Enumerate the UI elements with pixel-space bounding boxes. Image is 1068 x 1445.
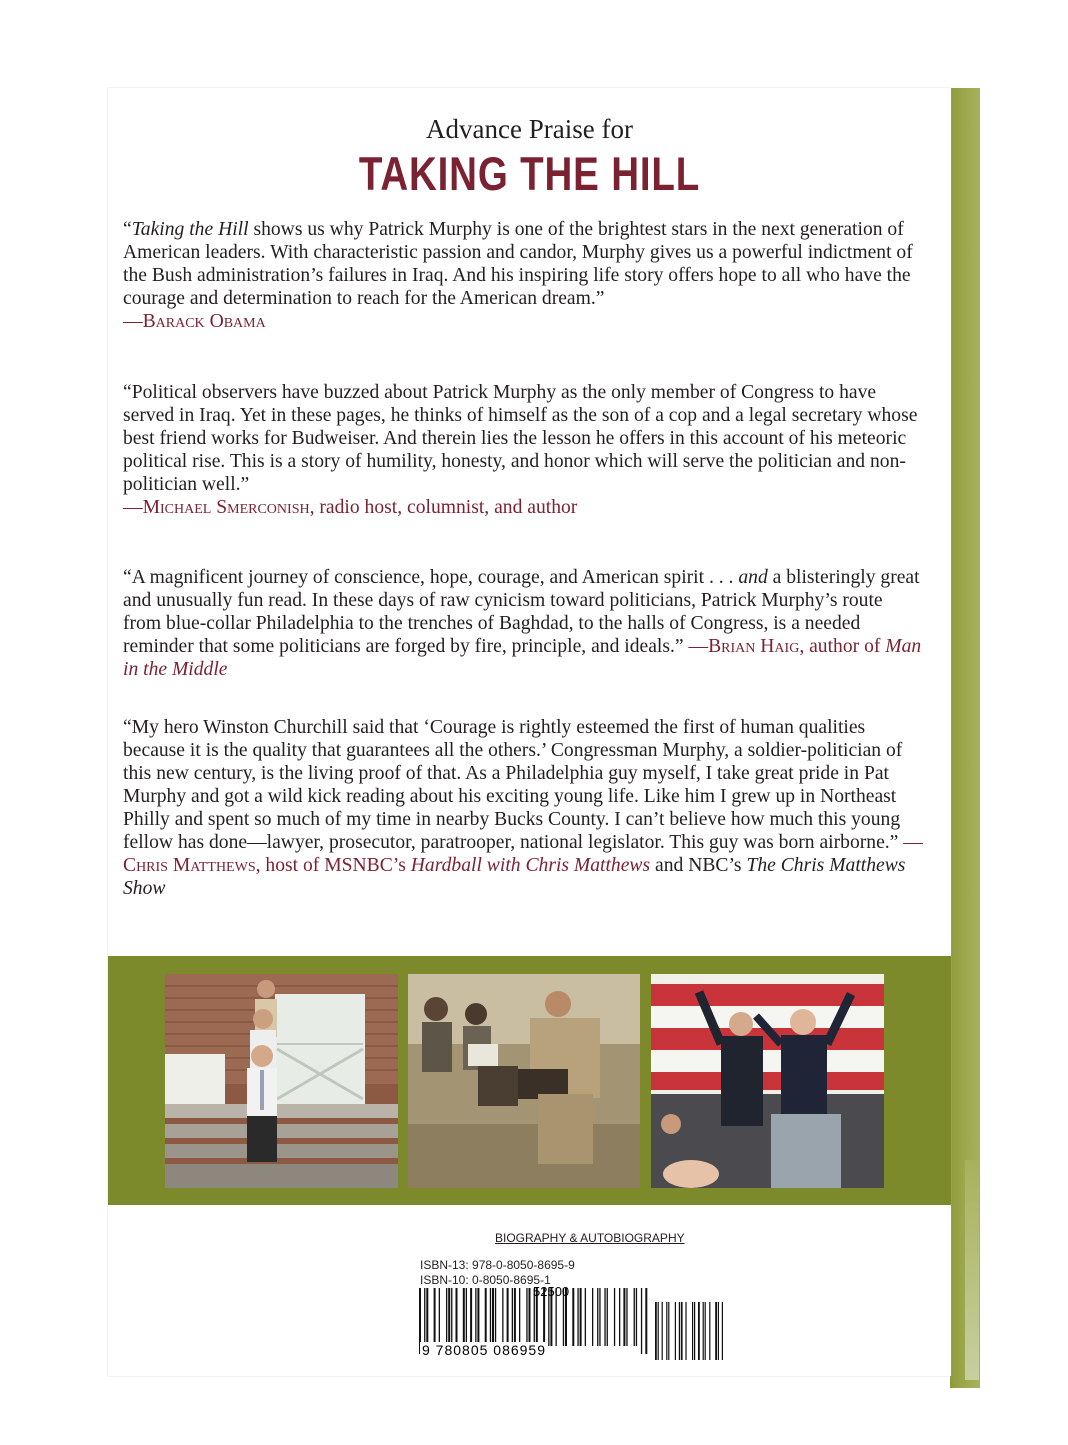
photo-children-on-steps — [165, 974, 398, 1188]
barcode-bar — [645, 1288, 647, 1354]
quote-3-text — [123, 566, 923, 681]
quote-4-attribution-rest-2: and NBC’s — [650, 855, 747, 876]
category-label: BIOGRAPHY & AUTOBIOGRAPHY — [495, 1231, 685, 1245]
barcode-bar — [636, 1288, 637, 1346]
price-barcode-bar — [703, 1302, 704, 1360]
price-barcode-bar — [722, 1302, 723, 1360]
quote-3-body-a: “A magnificent journey of conscience, hope, courage, and American spirit . . . — [123, 567, 739, 588]
quote-4-text — [123, 716, 923, 900]
price-barcode-bar — [668, 1302, 669, 1360]
barcode-bar — [597, 1288, 598, 1346]
price-code: 52500 — [533, 1284, 570, 1299]
quote-1-text — [123, 218, 923, 310]
barcode-bar — [492, 1288, 494, 1346]
barcode-bar — [485, 1288, 487, 1346]
price-barcode-bar — [655, 1302, 657, 1360]
quote-4-attribution-rest-1: , host of MSNBC’s — [255, 855, 411, 876]
quote-4-attribution-show-1: Hardball with Chris Matthews — [410, 855, 651, 876]
quote-1-attribution-name: —Barack Obama — [123, 311, 266, 332]
book-title: TAKING THE HILL — [358, 147, 701, 200]
barcode-bar — [572, 1288, 574, 1346]
spine-edge-bottom — [965, 1160, 979, 1380]
price-barcode-bar — [705, 1302, 706, 1360]
quote-4 — [123, 716, 923, 900]
barcode-bar — [626, 1288, 627, 1346]
barcode-bar — [592, 1288, 593, 1346]
quote-2-text: “Political observers have buzzed about Patrick Murphy as the only member of Congress to have served in Iraq. Yet in these pages, he thinks of himself as the son of a cop and a legal secretary whose best friend works for Budweiser. And therein lies the lesson he offers in this account of his meteoric political rise. This is a story of humility, honesty, and honor which will serve the politician and non-politician well.” — [123, 382, 918, 495]
quote-3-body-b: a blisteringly great and unusually fun read. In these days of raw cynicism toward politicians, Patrick Murphy’s route from blue-collar Philadelphia to the trenches of Baghdad, to the halls of Congress, is a needed reminder that some politicians are forged by fire, principle, and ideals.” — [123, 567, 920, 657]
barcode-bar — [495, 1288, 496, 1346]
barcode-bar — [490, 1288, 491, 1346]
barcode-bar — [446, 1288, 447, 1346]
quote-4-attribution-show-2: The Chris Matthews Show — [123, 855, 906, 899]
barcode-bar — [519, 1288, 520, 1346]
isbn-10: ISBN-10: 0-8050-8695-1 — [420, 1273, 551, 1287]
barcode-bar — [475, 1288, 476, 1346]
pre-title: Advance Praise for — [426, 114, 633, 144]
quote-3-attribution-book: Man in the Middle — [123, 636, 922, 680]
price-barcode-bar — [715, 1302, 717, 1360]
quote-1-book-title: Taking the Hill — [131, 219, 249, 240]
quote-1-body: shows us why Patrick Murphy is one of the brightest stars in the next generation of American leaders. With characteristic passion and candor, Murphy gives us a powerful indictment of the Bush administration’s failures in Iraq. And his inspiring life story offers hope to all who have the courage and determination to reach for the American dream.” — [123, 219, 913, 309]
price-barcode-bar — [698, 1302, 700, 1360]
quote-1-attribution — [123, 310, 923, 333]
price-barcode-bar — [681, 1302, 683, 1360]
barcode-bar — [619, 1288, 620, 1346]
barcode-bar — [426, 1288, 428, 1346]
barcode-bar — [512, 1288, 513, 1346]
barcode-bar — [604, 1288, 605, 1346]
barcode-bar — [634, 1288, 635, 1346]
barcode-bar — [456, 1288, 458, 1346]
back-cover — [108, 88, 951, 1376]
quote-3-italic: and — [738, 567, 768, 588]
barcode-bar — [448, 1288, 450, 1346]
barcode-bar — [641, 1288, 642, 1354]
photo-political-rally — [651, 974, 884, 1188]
barcode-number: 9 780805 086959 — [422, 1342, 546, 1358]
barcode-bar — [463, 1288, 465, 1346]
quote-4-attribution-name: —Chris Matthews — [123, 832, 923, 876]
barcode-bar — [614, 1288, 615, 1346]
quote-3 — [123, 566, 923, 681]
price-barcode-bar — [694, 1302, 695, 1360]
quote-1-open-mark: “ — [123, 219, 132, 240]
barcode-bar — [477, 1288, 479, 1346]
barcode-bar — [580, 1288, 582, 1346]
price-barcode-bar — [692, 1302, 693, 1360]
barcode-bar — [585, 1288, 586, 1346]
price-barcode-bar — [679, 1302, 680, 1360]
barcode-bar — [507, 1288, 509, 1346]
barcode-bar — [529, 1288, 531, 1346]
quote-1 — [123, 218, 923, 333]
price-barcode-bar — [658, 1302, 659, 1360]
barcode-bar — [466, 1288, 467, 1346]
barcode — [417, 1288, 732, 1378]
price-barcode-bar — [709, 1302, 710, 1360]
price-barcode-bar — [685, 1302, 686, 1360]
barcode-bar — [623, 1288, 625, 1346]
isbn-13: ISBN-13: 978-0-8050-8695-9 — [420, 1258, 575, 1272]
quote-2-attribution-rest: , radio host, columnist, and author — [309, 497, 578, 518]
barcode-bar — [599, 1288, 600, 1346]
quote-2-attribution-name: —Michael Smerconish — [123, 497, 310, 518]
quote-2 — [123, 381, 923, 519]
barcode-bar — [514, 1288, 516, 1346]
price-barcode-bar — [662, 1302, 663, 1360]
barcode-bar — [607, 1288, 608, 1346]
quote-3-attribution-name: —Brian Haig — [688, 636, 800, 657]
barcode-bar — [502, 1288, 503, 1346]
barcode-bar — [470, 1288, 472, 1346]
photo-band — [108, 956, 951, 1205]
barcode-bar — [434, 1288, 436, 1346]
barcode-bar — [439, 1288, 440, 1346]
price-barcode-bar — [718, 1302, 719, 1360]
quote-2-attribution — [123, 496, 923, 519]
quote-4-body: “My hero Winston Churchill said that ‘Courage is rightly esteemed the first of human qualities because it is the quality that guarantees all the others.’ Congressman Murphy, a soldier-politician of this new century, is the living proof of that. As a Philadelphia guy myself, I take great pride in Pat Murphy and got a wild kick reading about his exciting young life. Like him I grew up in Northeast Philly and spent so much of my time in nearby Bucks County. I can’t believe how much this young fellow has done—lawyer, prosecutor, paratrooper, national legislator. This guy was born airborne.” — [123, 717, 904, 853]
barcode-bar — [577, 1288, 578, 1346]
quote-3-attribution-rest: , author of — [799, 636, 886, 657]
price-barcode-bar — [666, 1302, 667, 1360]
price-barcode-bar — [675, 1302, 676, 1360]
barcode-bar — [526, 1288, 527, 1346]
barcode-bar — [451, 1288, 452, 1346]
photo-soldier-crouching — [408, 974, 640, 1188]
